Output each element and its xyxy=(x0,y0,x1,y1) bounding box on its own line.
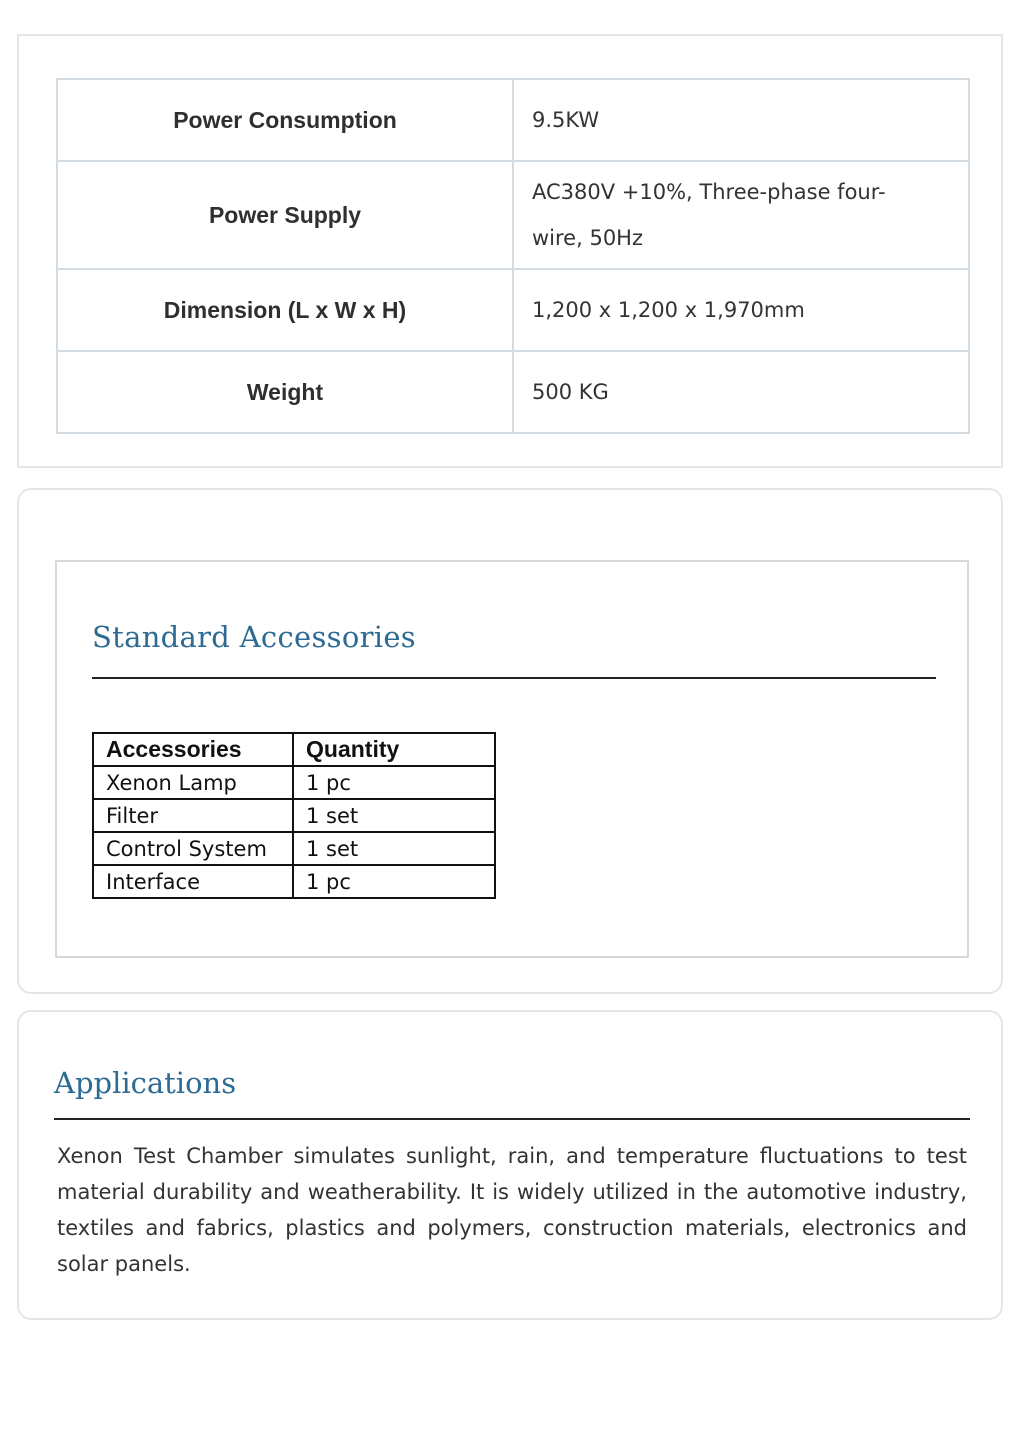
applications-card xyxy=(17,1010,1003,1320)
specifications-card xyxy=(17,34,1003,468)
table-row xyxy=(57,161,969,269)
spec-value-weight: 500 KG xyxy=(513,351,969,433)
accessory-name: Interface xyxy=(93,865,293,898)
table-header-row xyxy=(93,733,495,766)
table-row xyxy=(93,799,495,832)
column-header-accessories: Accessories xyxy=(93,733,293,766)
spec-label-power-supply: Power Supply xyxy=(57,161,513,269)
column-header-quantity: Quantity xyxy=(293,733,495,766)
applications-heading: Applications xyxy=(54,1066,237,1100)
specifications-table xyxy=(56,78,970,434)
accessory-quantity: 1 pc xyxy=(293,865,495,898)
standard-accessories-card xyxy=(17,488,1003,994)
accessories-panel xyxy=(55,560,969,958)
standard-accessories-heading: Standard Accessories xyxy=(92,620,416,654)
table-row xyxy=(57,79,969,161)
table-row xyxy=(93,766,495,799)
table-row xyxy=(93,832,495,865)
table-row xyxy=(57,351,969,433)
accessory-quantity: 1 set xyxy=(293,832,495,865)
spec-label-dimension: Dimension (L x W x H) xyxy=(57,269,513,351)
accessory-name: Xenon Lamp xyxy=(93,766,293,799)
accessory-name: Filter xyxy=(93,799,293,832)
spec-value-power-consumption: 9.5KW xyxy=(513,79,969,161)
table-row xyxy=(57,269,969,351)
table-row xyxy=(93,865,495,898)
accessory-quantity: 1 set xyxy=(293,799,495,832)
spec-label-power-consumption: Power Consumption xyxy=(57,79,513,161)
spec-value-dimension: 1,200 x 1,200 x 1,970mm xyxy=(513,269,969,351)
accessory-quantity: 1 pc xyxy=(293,766,495,799)
spec-value-power-supply: AC380V +10%, Three-phase four-wire, 50Hz xyxy=(513,161,969,269)
accessories-table xyxy=(92,732,496,899)
heading-divider xyxy=(54,1118,970,1120)
applications-description: Xenon Test Chamber simulates sunlight, rain, and temperature fluctuations to test material durability and weatherability. It is widely utilized in the automotive industry, textiles and fabrics, plastics and polymers, construction materials, electronics and solar panels. xyxy=(57,1144,967,1276)
spec-label-weight: Weight xyxy=(57,351,513,433)
accessory-name: Control System xyxy=(93,832,293,865)
heading-divider xyxy=(92,677,936,679)
